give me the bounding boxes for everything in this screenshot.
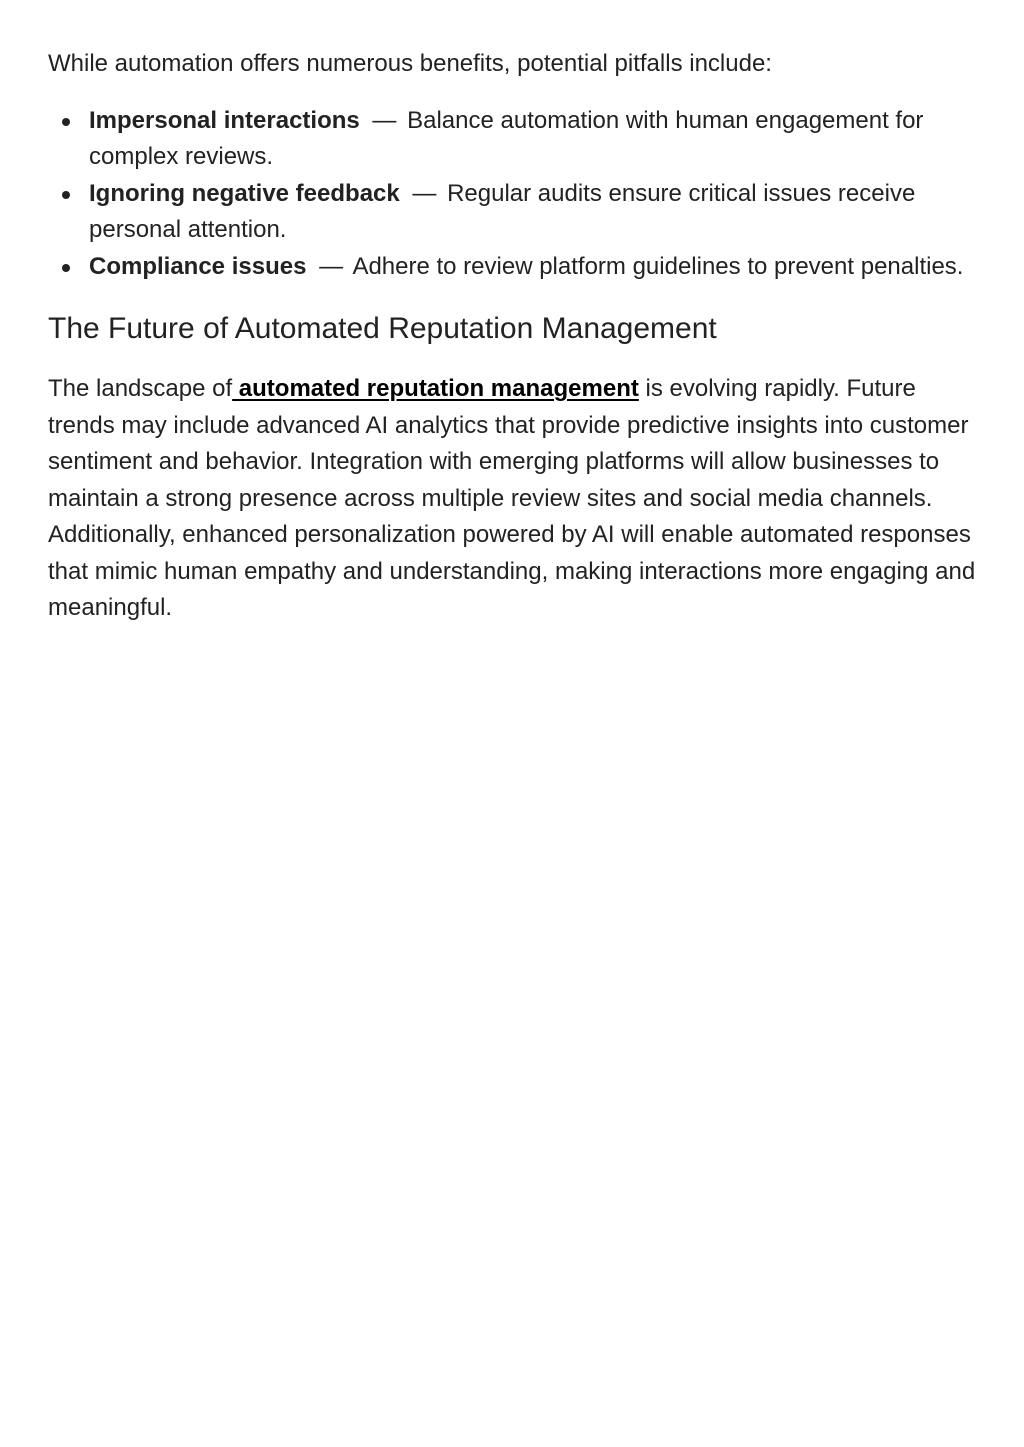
paragraph-text-before-link: The landscape of xyxy=(48,375,233,402)
list-item-term: Ignoring negative feedback xyxy=(89,179,400,207)
bullet-icon xyxy=(62,191,70,199)
section-paragraph xyxy=(48,371,984,627)
bullet-icon xyxy=(62,118,70,126)
list-item xyxy=(89,249,984,286)
automated-reputation-management-link[interactable]: automated reputation management xyxy=(232,375,639,402)
pitfalls-list xyxy=(48,103,984,286)
em-dash: — xyxy=(372,106,397,134)
paragraph-text-after-link: is evolving rapidly. Future trends may include advanced AI analytics that provide predictive insights into customer sentiment and behavior. Integration with emerging platforms will allow businesses to maintain a strong presence across multiple review sites and social media channels. Additionally, enhanced personalization powered by AI will enable automated responses that mimic human empathy and understanding, making interactions more engaging and meaningful. xyxy=(48,375,976,621)
list-item xyxy=(89,176,984,249)
em-dash: — xyxy=(412,179,437,207)
list-item-description: Balance automation with human engagement for complex reviews. xyxy=(89,106,924,170)
list-item-term: Impersonal interactions xyxy=(89,106,360,134)
em-dash: — xyxy=(319,252,344,280)
list-item xyxy=(89,103,984,176)
bullet-icon xyxy=(62,264,70,272)
list-item-term: Compliance issues xyxy=(89,252,307,280)
list-item-description: Adhere to review platform guidelines to prevent penalties. xyxy=(352,252,964,280)
section-heading: The Future of Automated Reputation Management xyxy=(48,312,717,345)
intro-paragraph: While automation offers numerous benefits, potential pitfalls include: xyxy=(48,50,772,77)
list-item-description: Regular audits ensure critical issues receive personal attention. xyxy=(89,179,916,243)
